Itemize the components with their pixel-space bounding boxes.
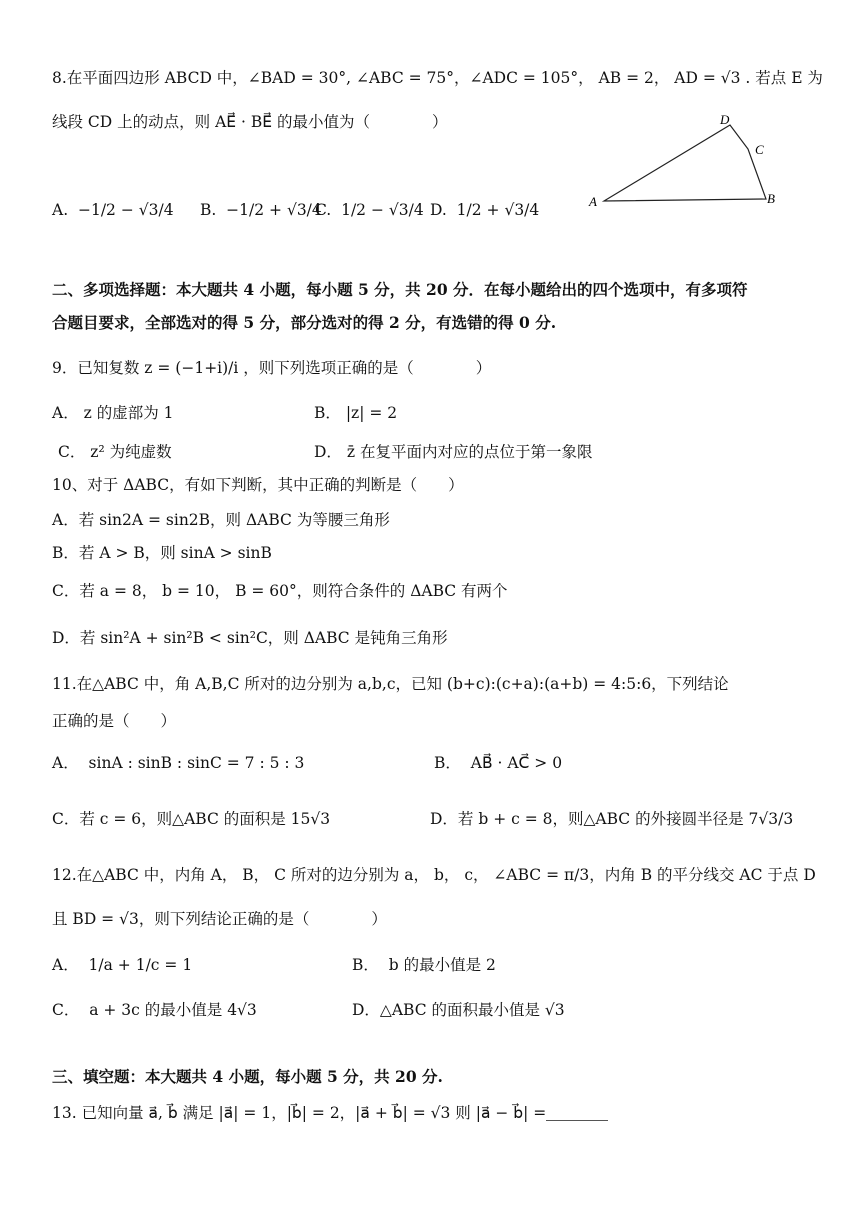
q12-option-b: B． b 的最小值是 2 <box>352 956 496 974</box>
q10-option-c: C．若 a = 8， b = 10， B = 60°，则符合条件的 ΔABC 有两个 <box>52 582 508 600</box>
q13-question <box>52 1102 608 1124</box>
q12-line1: 12.在△ABC 中，内角 A， B， C 所对的边分别为 a， b， c， ∠ABC = π/3，内角 B 的平分线交 AC 于点 D <box>52 866 816 884</box>
q11-line1: 11.在△ABC 中，角 A,B,C 所对的边分别为 a,b,c，已知 (b+c):(c+a):(a+b) = 4:5:6，下列结论 <box>52 675 729 693</box>
section2-heading-line1: 二、多项选择题：本大题共 4 小题，每小题 5 分，共 20 分．在每小题给出的四个选项中，有多项符 <box>52 280 748 299</box>
q8-quadrilateral-figure <box>580 105 800 220</box>
q10-option-b: B．若 A > B，则 sinA > sinB <box>52 544 272 562</box>
q9-stem: 9．已知复数 z = (−1+i)/i ，则下列选项正确的是（ ） <box>52 359 492 377</box>
q11-option-a: A． sinA : sinB : sinC = 7 : 5 : 3 <box>52 754 305 772</box>
quadrilateral-shape <box>604 125 766 201</box>
label-vertex-b: B <box>767 191 775 206</box>
q13-text: 13. 已知向量 a⃗, b⃗ 满足 |a⃗| = 1，|b⃗| = 2，|a⃗ + b⃗| = √3 则 |a⃗ − b⃗| = <box>52 1104 547 1122</box>
q9-option-b: B． |z| = 2 <box>314 404 398 422</box>
q12-option-c: C． a + 3c 的最小值是 4√3 <box>52 1001 257 1019</box>
q8-line2: 线段 CD 上的动点，则 AE⃗ · BE⃗ 的最小值为（ ） <box>52 113 448 131</box>
q8-option-c: C. 1/2 − √3/4 <box>315 201 424 219</box>
q12-option-a: A． 1/a + 1/c = 1 <box>52 956 193 974</box>
q10-stem: 10、对于 ΔABC，有如下判断，其中正确的判断是（ ） <box>52 476 464 494</box>
q11-option-d: D．若 b + c = 8，则△ABC 的外接圆半径是 7√3/3 <box>430 810 794 828</box>
label-vertex-d: D <box>720 112 730 127</box>
q10-option-a: A．若 sin2A = sin2B，则 ΔABC 为等腰三角形 <box>52 511 390 529</box>
q9-option-d: D． z̄ 在复平面内对应的点位于第一象限 <box>314 443 593 461</box>
q11-option-b: B． AB⃗ · AC⃗ > 0 <box>434 754 563 772</box>
label-vertex-a: A <box>589 194 597 209</box>
q9-option-c: C． z² 为纯虚数 <box>58 443 172 461</box>
q9-option-a: A． z 的虚部为 1 <box>52 404 174 422</box>
q10-option-d: D．若 sin²A + sin²B < sin²C，则 ΔABC 是钝角三角形 <box>52 629 448 647</box>
section2-heading-line2: 合题目要求，全部选对的得 5 分，部分选对的得 2 分，有选错的得 0 分. <box>52 313 557 332</box>
q12-option-d: D．△ABC 的面积最小值是 √3 <box>352 1001 565 1019</box>
q8-line1: 8.在平面四边形 ABCD 中，∠BAD = 30°, ∠ABC = 75°，∠ADC = 105°， AB = 2， AD = √3 . 若点 E 为 <box>52 69 823 87</box>
q8-option-b: B. −1/2 + √3/4 <box>200 201 322 219</box>
q8-option-d: D. 1/2 + √3/4 <box>430 201 540 219</box>
q13-answer-blank[interactable] <box>546 1106 608 1121</box>
q8-option-a: A. −1/2 − √3/4 <box>52 201 174 219</box>
q11-option-c: C．若 c = 6，则△ABC 的面积是 15√3 <box>52 810 331 828</box>
q12-line2: 且 BD = √3，则下列结论正确的是（ ） <box>52 910 387 928</box>
q11-line2: 正确的是（ ） <box>52 712 177 730</box>
section3-heading: 三、填空题：本大题共 4 小题，每小题 5 分，共 20 分. <box>52 1067 443 1086</box>
label-vertex-c: C <box>755 142 764 157</box>
